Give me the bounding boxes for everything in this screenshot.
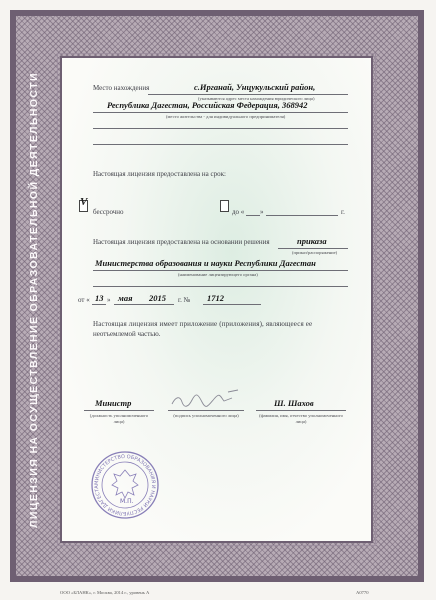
authority-value: Министерства образования и науки Республики Дагестан — [95, 258, 316, 268]
authority-line — [93, 270, 348, 271]
location-value-1: с.Ирганай, Унцукульский район, — [194, 82, 316, 92]
name-caption: (фамилия, имя, отчество уполномоченного лица) — [259, 413, 343, 424]
location-label: Место нахождения — [93, 84, 150, 92]
date-day: 13 — [95, 293, 104, 303]
footer-printer: ООО «БЛАНК», г. Москва, 2014 г., уровень А — [60, 590, 150, 595]
until-label: до « — [232, 208, 245, 216]
date-year-suffix: г. № — [178, 296, 191, 304]
seal-center-text: М.П. — [120, 498, 134, 505]
license-number: 1712 — [207, 293, 224, 303]
handwritten-signature — [168, 384, 244, 412]
term-label: Настоящая лицензия предоставлена на срок: — [93, 170, 226, 178]
official-seal — [90, 450, 160, 520]
signature-caption: (подпись уполномоченного лица) — [173, 413, 239, 418]
date-from: от « — [78, 296, 90, 304]
check-mark: V — [80, 196, 88, 208]
blank-line-1 — [93, 128, 348, 129]
location-caption-2: (место жительства - для индивидуального предпринимателя) — [166, 114, 286, 119]
date-year-line — [148, 304, 174, 305]
blank-line-2 — [93, 144, 348, 145]
location-line-2 — [93, 112, 348, 113]
appendix-line-2: неотъемлемой частью. — [93, 330, 161, 338]
name-line — [256, 410, 346, 411]
basis-label: Настоящая лицензия предоставлена на основании решения — [93, 238, 270, 246]
doc-type-value: приказа — [297, 236, 327, 246]
authority-caption: (наименование лицензирующего органа) — [178, 272, 258, 277]
until-day-line — [246, 215, 260, 216]
doc-type-line — [278, 248, 348, 249]
appendix-line-1: Настоящая лицензия имеет приложение (приложения), являющееся ее — [93, 320, 313, 328]
until-close: » — [260, 208, 264, 216]
position-line — [84, 410, 154, 411]
date-day-line — [92, 304, 106, 305]
footer-code: А0770 — [356, 590, 369, 595]
until-month-line — [266, 215, 338, 216]
location-caption-1: (указываются адрес места нахождения юридического лица) — [198, 96, 315, 101]
seal-ring-text: МИНИСТЕРСТВО ОБРАЗОВАНИЯ И НАУКИ РЕСПУБЛИКИ ДАГЕСТА — [93, 453, 157, 517]
number-line — [203, 304, 261, 305]
blank-line-3 — [93, 286, 348, 287]
until-year-suffix: г. — [341, 208, 345, 216]
date-month-line — [114, 304, 148, 305]
location-line-1 — [148, 94, 348, 95]
date-close: » — [107, 296, 111, 304]
location-value-2: Республика Дагестан, Российская Федерация, 368942 — [107, 100, 308, 110]
vertical-side-title: ЛИЦЕНЗИЯ НА ОСУЩЕСТВЛЕНИЕ ОБРАЗОВАТЕЛЬНОЙ ДЕЯТЕЛЬНОСТИ — [28, 72, 40, 528]
position-caption: (должность уполномоченного лица) — [89, 413, 149, 424]
signer-name: Ш. Шахов — [274, 398, 314, 408]
date-year: 2015 — [149, 293, 166, 303]
date-month: мая — [118, 293, 133, 303]
doc-type-caption: (приказ/распоряжение) — [292, 250, 338, 255]
until-checkbox — [220, 200, 229, 212]
signer-position: Министр — [95, 398, 132, 408]
indefinite-label: бессрочно — [93, 208, 124, 216]
